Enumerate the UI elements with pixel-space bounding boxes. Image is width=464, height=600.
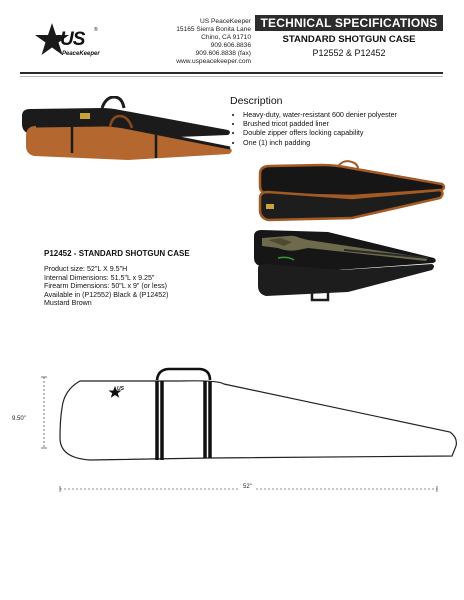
product-photo-case-with-shotgun xyxy=(248,228,444,304)
length-label: 52" xyxy=(240,484,255,490)
company-logo xyxy=(34,22,108,62)
address-line: Chino, CA 91710 xyxy=(201,34,251,42)
header-divider xyxy=(20,72,443,74)
logo-subtext: PeaceKeeper xyxy=(62,51,100,57)
case-handle xyxy=(157,369,210,380)
description-list xyxy=(231,110,397,147)
fax-line: 909.606.8838 (fax) xyxy=(195,50,251,58)
spec-internal-dimensions: Internal Dimensions: 51.5"L x 9.25" xyxy=(44,273,155,282)
spec-product-size: Product size: 52"L X 9.5"H xyxy=(44,265,128,273)
company-address xyxy=(176,18,251,67)
spec-firearm-dimensions: Firearm Dimensions: 50"L x 9" (or less) xyxy=(44,282,168,291)
description-heading: Description xyxy=(230,95,283,107)
product-photo-black-and-brown-cases xyxy=(16,96,234,176)
product-skus: P12552 & P12452 xyxy=(312,48,386,58)
product-spec-heading: P12452 - STANDARD SHOTGUN CASE xyxy=(44,249,190,258)
height-label: 9.50" xyxy=(12,416,26,422)
tech-spec-banner: TECHNICAL SPECIFICATIONS xyxy=(255,15,443,31)
address-line: US PeaceKeeper xyxy=(200,18,251,25)
phone-line: 909.606.8836 xyxy=(210,42,251,50)
spec-availability: Available in (P12552) Black & (P12452) xyxy=(44,290,169,299)
product-title: STANDARD SHOTGUN CASE xyxy=(282,34,416,45)
product-photo-open-case xyxy=(252,160,448,226)
header-divider-thin xyxy=(20,76,443,77)
description-item: • Heavy-duty, water-resistant 600 denier polyester xyxy=(243,110,397,119)
registered-mark: ® xyxy=(94,27,98,33)
description-item: • Brushed tricot padded liner xyxy=(243,119,397,128)
case-outline xyxy=(60,381,456,460)
address-line: 15165 Sierra Bonita Lane xyxy=(176,26,251,34)
case-logo-text: US xyxy=(117,386,124,392)
description-item: • One (1) inch padding xyxy=(243,138,397,147)
spec-color: Mustard Brown xyxy=(44,299,92,308)
product-spec-list xyxy=(44,265,168,308)
description-item: • Double zipper offers locking capability xyxy=(243,128,397,137)
case-dimension-diagram xyxy=(0,360,464,510)
website-line: www.uspeacekeeper.com xyxy=(176,58,251,66)
logo-text: US xyxy=(60,29,85,50)
height-dimension-line xyxy=(41,377,47,448)
